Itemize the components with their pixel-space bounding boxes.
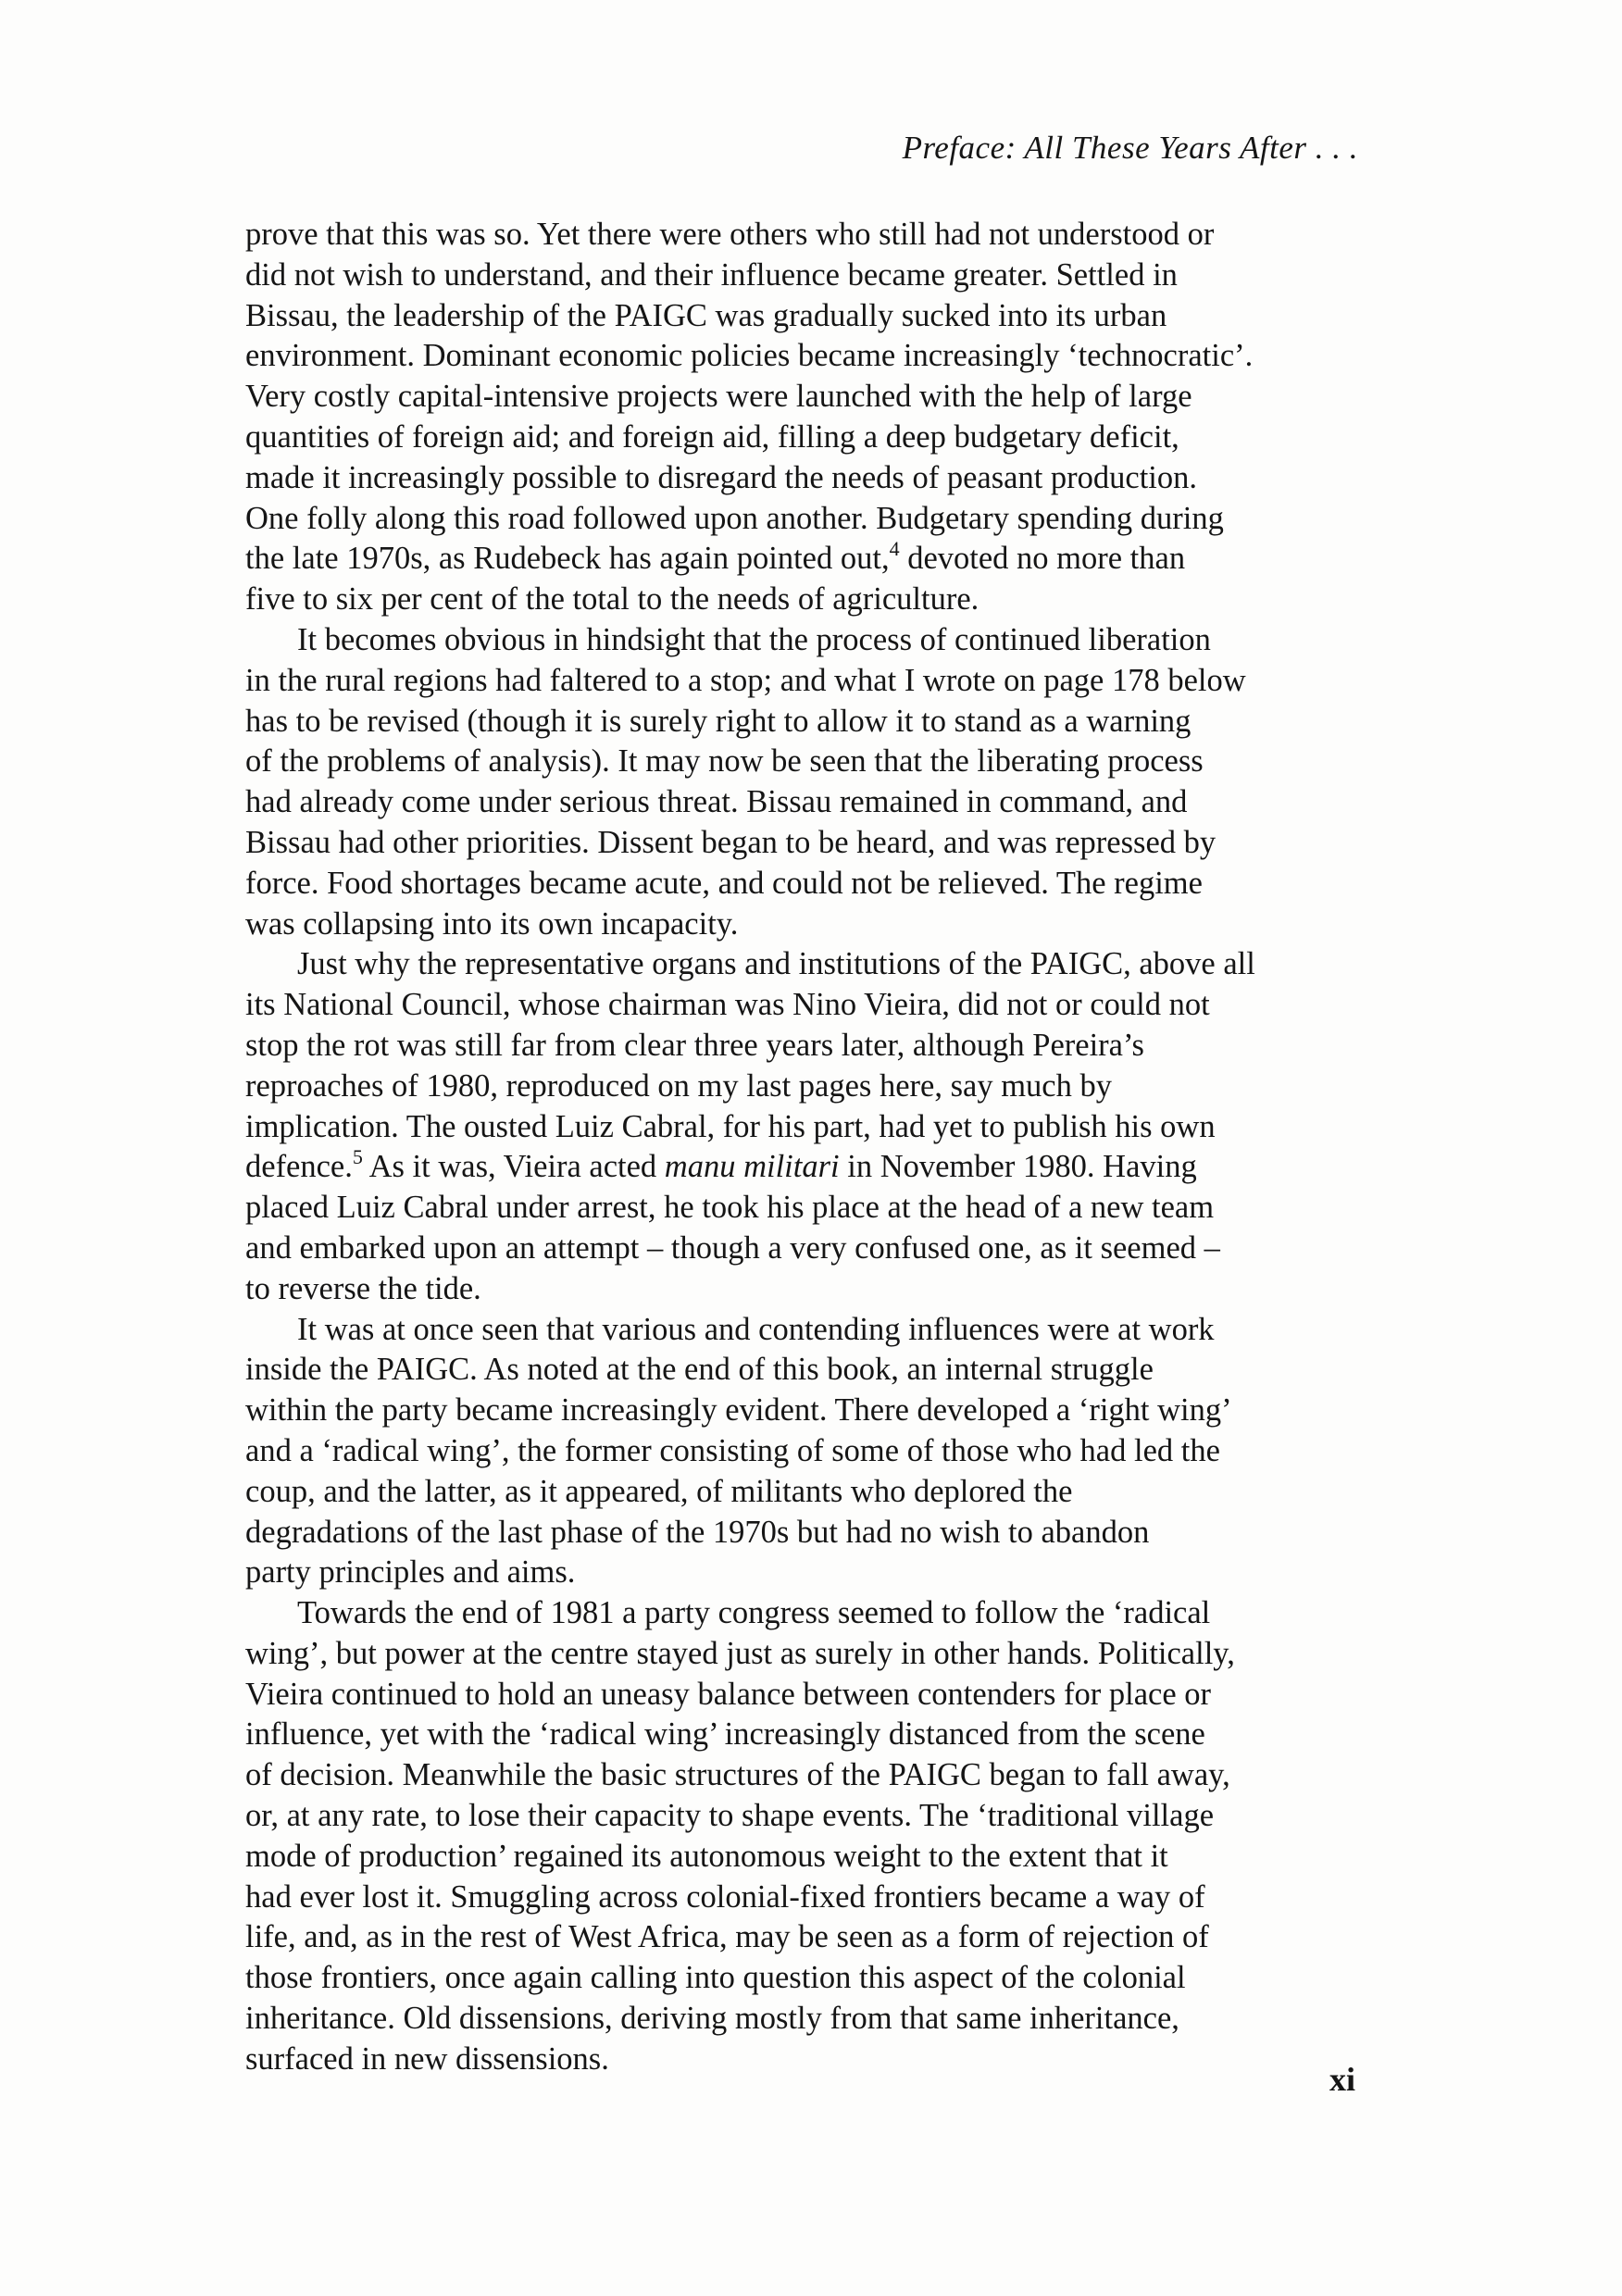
text-line: placed Luiz Cabral under arrest, he took his place at the head of a new team bbox=[245, 1190, 1215, 1226]
text-segment: the late 1970s, as Rudebeck has again pointed out, bbox=[245, 541, 890, 577]
text-line: Towards the end of 1981 a party congress seemed to follow the ‘radical bbox=[297, 1595, 1211, 1631]
text-segment: devoted no more than bbox=[899, 541, 1186, 577]
text-line: and a ‘radical wing’, the former consisting of some of those who had led the bbox=[245, 1432, 1220, 1468]
text-line: to reverse the tide. bbox=[245, 1270, 481, 1306]
paragraph-5 bbox=[245, 1593, 1398, 2080]
footnote-marker: 4 bbox=[889, 537, 900, 561]
text-line: those frontiers, once again calling into question this aspect of the colonial bbox=[245, 1960, 1186, 1996]
text-line: mode of production’ regained its autonomous weight to the extent that it bbox=[245, 1838, 1168, 1874]
text-line: five to six per cent of the total to the needs of agriculture. bbox=[245, 581, 979, 618]
text-line: life, and, as in the rest of West Africa, may be seen as a form of rejection of bbox=[245, 1919, 1209, 1955]
text-line: Vieira continued to hold an uneasy balance between contenders for place or bbox=[245, 1676, 1212, 1712]
text-line: inside the PAIGC. As noted at the end of this book, an internal struggle bbox=[245, 1352, 1154, 1388]
text-line: force. Food shortages became acute, and could not be relieved. The regime bbox=[245, 865, 1203, 901]
text-line: and embarked upon an attempt – though a very confused one, as it seemed – bbox=[245, 1229, 1220, 1266]
text-line: in the rural regions had faltered to a stop; and what I wrote on page 178 below bbox=[245, 662, 1246, 698]
text-line: party principles and aims. bbox=[245, 1554, 576, 1591]
text-line: reproaches of 1980, reproduced on my last pages here, say much by bbox=[245, 1067, 1112, 1104]
text-line: Just why the representative organs and institutions of the PAIGC, above all bbox=[297, 946, 1255, 982]
text-line: degradations of the last phase of the 1970s but had no wish to abandon bbox=[245, 1514, 1150, 1550]
text-line: influence, yet with the ‘radical wing’ increasingly distanced from the scene bbox=[245, 1716, 1205, 1753]
text-line: Bissau had other priorities. Dissent began to be heard, and was repressed by bbox=[245, 824, 1216, 860]
text-segment: in November 1980. Having bbox=[839, 1149, 1197, 1185]
text-line: surfaced in new dissensions. bbox=[245, 2040, 609, 2077]
running-head: Preface: All These Years After . . . bbox=[902, 130, 1358, 166]
body-text bbox=[245, 215, 1398, 2080]
paragraph-4 bbox=[245, 1310, 1398, 1594]
text-line: made it increasingly possible to disregard the needs of peasant production. bbox=[245, 459, 1198, 495]
text-line: coup, and the latter, as it appeared, of militants who deplored the bbox=[245, 1473, 1073, 1509]
text-line bbox=[245, 539, 1398, 580]
text-line: of decision. Meanwhile the basic structures of the PAIGC began to fall away, bbox=[245, 1757, 1230, 1793]
paragraph-2 bbox=[245, 620, 1398, 944]
text-line: was collapsing into its own incapacity. bbox=[245, 905, 739, 942]
paragraph-1 bbox=[245, 215, 1398, 620]
text-line: its National Council, whose chairman was Nino Vieira, did not or could not bbox=[245, 987, 1210, 1023]
text-segment: As it was, Vieira acted bbox=[362, 1149, 665, 1185]
text-line: quantities of foreign aid; and foreign aid, filling a deep budgetary deficit, bbox=[245, 418, 1179, 455]
text-line: had ever lost it. Smuggling across colonial-fixed frontiers became a way of bbox=[245, 1878, 1205, 1915]
text-line: Bissau, the leadership of the PAIGC was gradually sucked into its urban bbox=[245, 297, 1167, 333]
text-line: environment. Dominant economic policies became increasingly ‘technocratic’. bbox=[245, 338, 1254, 374]
text-line: stop the rot was still far from clear three years later, although Pereira’s bbox=[245, 1027, 1144, 1063]
text-segment: defence. bbox=[245, 1149, 353, 1185]
page-number: xi bbox=[1329, 2061, 1355, 2098]
paragraph-3 bbox=[245, 944, 1398, 1309]
text-line: has to be revised (though it is surely right to allow it to stand as a warning bbox=[245, 703, 1192, 739]
text-line: One folly along this road followed upon another. Budgetary spending during bbox=[245, 500, 1224, 536]
text-line: of the problems of analysis). It may now be seen that the liberating process bbox=[245, 743, 1204, 780]
text-line: Very costly capital-intensive projects were launched with the help of large bbox=[245, 379, 1192, 415]
text-line: implication. The ousted Luiz Cabral, for his part, had yet to publish his own bbox=[245, 1108, 1216, 1144]
text-line: or, at any rate, to lose their capacity to shape events. The ‘traditional village bbox=[245, 1798, 1215, 1834]
text-line bbox=[245, 1147, 1398, 1188]
text-line: had already come under serious threat. Bissau remained in command, and bbox=[245, 784, 1188, 820]
text-line: prove that this was so. Yet there were others who still had not understood or bbox=[245, 217, 1215, 252]
italic-phrase: manu militari bbox=[664, 1149, 840, 1185]
text-line: wing’, but power at the centre stayed just as surely in other hands. Politically, bbox=[245, 1635, 1235, 1671]
text-line: within the party became increasingly evident. There developed a ‘right wing’ bbox=[245, 1392, 1232, 1429]
text-line: did not wish to understand, and their influence became greater. Settled in bbox=[245, 256, 1178, 293]
text-line: It was at once seen that various and contending influences were at work bbox=[297, 1311, 1215, 1347]
text-line: inheritance. Old dissensions, deriving mostly from that same inheritance, bbox=[245, 2001, 1179, 2037]
text-line: It becomes obvious in hindsight that the process of continued liberation bbox=[297, 621, 1211, 657]
footnote-marker: 5 bbox=[352, 1145, 363, 1169]
